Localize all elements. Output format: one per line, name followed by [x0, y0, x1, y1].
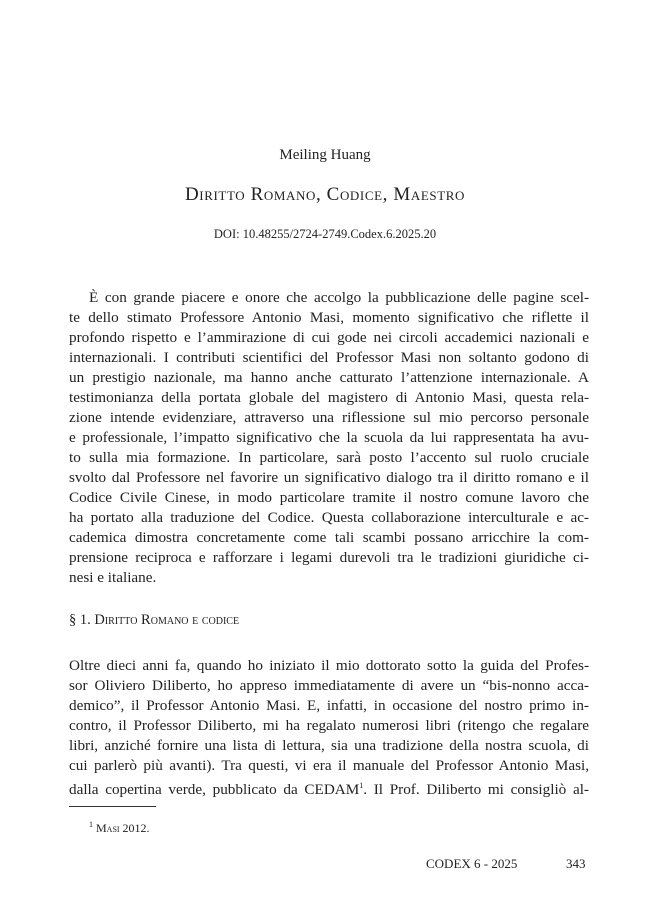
text-line: libri, anziché fornire una lista di lettura, sia una tradizione della nostra scuola, di	[69, 737, 589, 754]
text-segment: Il Prof. Diliberto mi consigliò al-	[373, 781, 589, 799]
text-line: te dello stimato Professore Antonio Masi, momento significativo che riflette il	[69, 309, 589, 326]
text-line: sor Oliviero Diliberto, ho appreso immediatamente di avere un “bis-nonno acca-	[69, 677, 589, 694]
article-title: Diritto Romano, Codice, Maestro	[184, 184, 466, 205]
text-line: testimonianza della portata globale del magistero di Antonio Masi, questa rela-	[69, 389, 589, 406]
text-line: nesi e italiane.	[69, 569, 157, 586]
text-line: un prestigio nazionale, ma hanno anche catturato l’attenzione internazionale. A	[69, 369, 589, 386]
author-name: Meiling Huang	[279, 147, 371, 163]
footnote	[89, 820, 150, 836]
text-line: internazionali. I contributi scientifici del Professor Masi non soltanto godono di	[69, 349, 589, 366]
text-line: e professionale, l’impatto significativo che la scuola da lui rappresentata ha avu-	[69, 429, 589, 446]
footnote-marker[interactable]: 1	[359, 781, 364, 790]
journal-footer: CODEX 6 - 2025	[426, 856, 518, 871]
text-line: to sulla mia formazione. In particolare, sarà posto l’accento sul ruolo cruciale	[69, 449, 589, 466]
text-line: cademica dimostra concretamente come tali scambi possano arricchire la com-	[69, 529, 589, 546]
text-line: zione intende evidenziare, attraverso una riflessione sul mio percorso personale	[69, 409, 589, 426]
text-line: Oltre dieci anni fa, quando ho iniziato il mio dottorato sotto la guida del Profes-	[69, 657, 589, 674]
text-line: profondo rispetto e l’ammirazione di cui gode nei circoli accademici nazionali e	[69, 329, 589, 346]
section-title: Diritto Romano e codice	[94, 612, 240, 628]
text-segment: dalla copertina verde, pubblicato da CEDAM	[69, 781, 360, 799]
text-line: svolto dal Professore nel favorire un significativo dialogo tra il diritto romano e il	[69, 469, 589, 486]
text-line: ha portato alla traduzione del Codice. Questa collaborazione interculturale e ac-	[69, 509, 589, 526]
section-heading	[69, 612, 239, 629]
footnote-number: 1	[89, 820, 93, 829]
text-line: cui parlerò più avanti). Tra questi, vi era il manuale del Professor Antonio Masi,	[69, 757, 589, 774]
text-line: Codice Civile Cinese, in modo particolare tramite il nostro comune lavoro che	[69, 489, 589, 506]
text-line: È con grande piacere e onore che accolgo la pubblicazione delle pagine scel-	[89, 289, 589, 306]
footnote-divider	[69, 806, 156, 807]
text-line: contro, il Professor Diliberto, mi ha regalato numerosi libri (ritengo che regalare	[69, 717, 589, 734]
footnote-text: Masi 2012.	[96, 821, 150, 835]
section-number: § 1.	[69, 612, 91, 628]
text-line: demico”, il Professor Antonio Masi. E, infatti, in occasione del nostro primo in-	[69, 697, 589, 714]
text-line: prensione reciproca e rafforzare i legami durevoli tra le tradizioni giuridiche ci-	[69, 549, 589, 566]
doi-line: DOI: 10.48255/2724-2749.Codex.6.2025.20	[213, 227, 437, 241]
text-line: dalla copertina verde, pubblicato da CEDAM$^1$. Il Prof. Diliberto mi consigliò al-	[69, 781, 589, 799]
page-number: 343	[566, 856, 586, 871]
